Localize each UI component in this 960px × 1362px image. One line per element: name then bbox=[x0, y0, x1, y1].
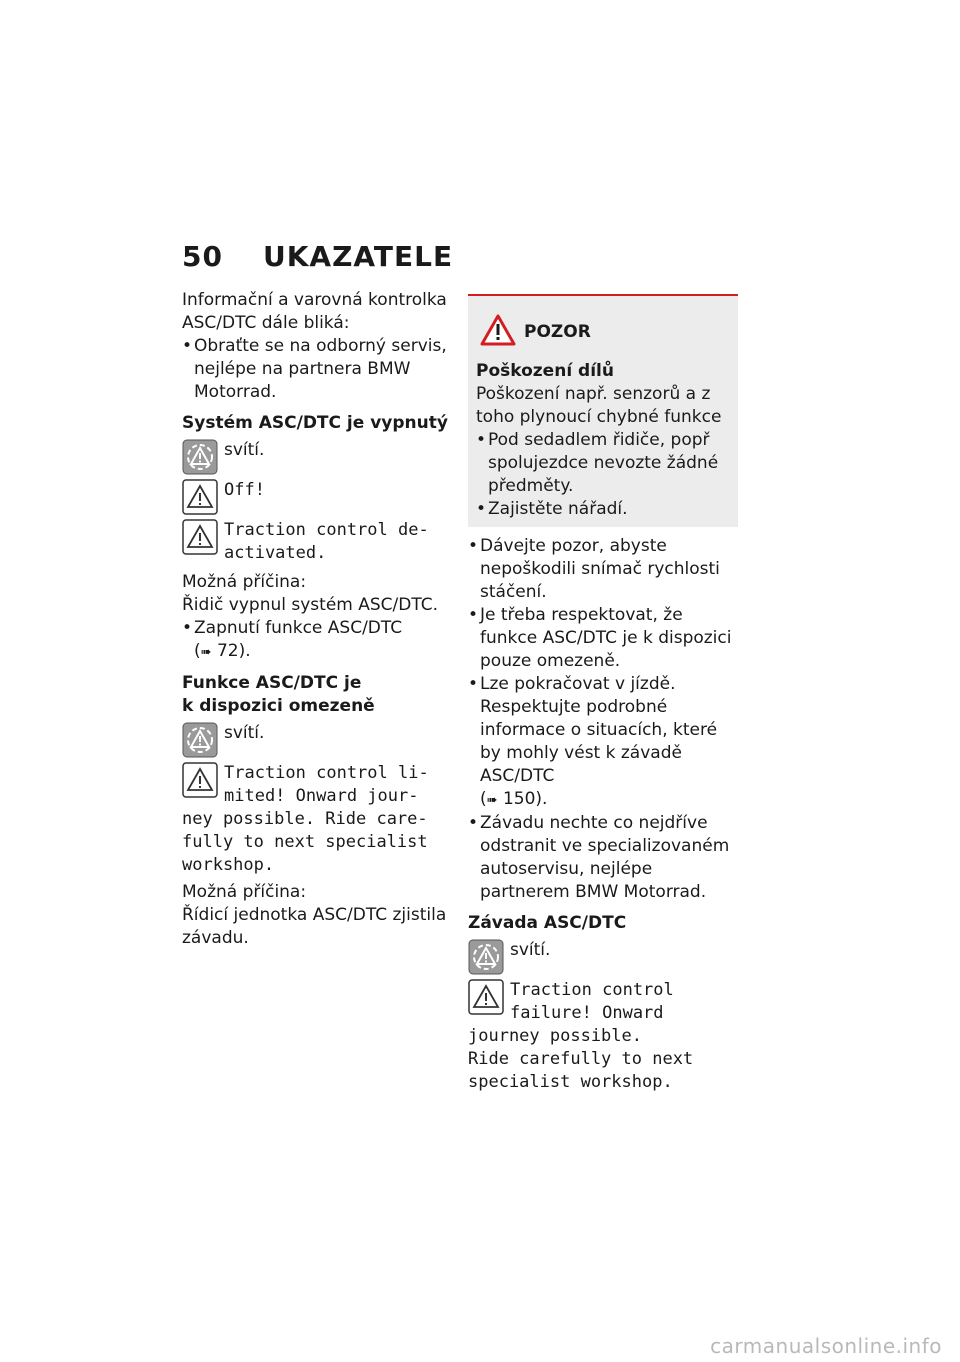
caution-label: POZOR bbox=[524, 322, 591, 342]
asc-limited-status: svítí. bbox=[224, 723, 265, 743]
cause-label: Možná příčina: bbox=[182, 572, 307, 592]
limited-page-ref[interactable]: (➠ 150). bbox=[480, 789, 548, 809]
limited-bullet-1: • Dávejte pozor, abyste nepoškodili snímač rychlosti stáčení. bbox=[468, 535, 738, 604]
asc-limited-message-e: workshop. bbox=[182, 855, 275, 875]
warning-triangle-icon bbox=[182, 479, 218, 515]
asc-off-message-row-2 bbox=[182, 519, 448, 565]
asc-off-message-row-1 bbox=[182, 479, 448, 515]
watermark: carmanualsonline.info bbox=[710, 1334, 942, 1358]
asc-indicator-icon bbox=[182, 439, 218, 475]
left-column bbox=[182, 289, 448, 950]
asc-limited-heading-2: k dispozici omezeně bbox=[182, 696, 375, 716]
asc-limited-indicator-row bbox=[182, 722, 448, 758]
caution-text: Poškození např. senzorů a z toho plynoucí chybné funkce bbox=[476, 384, 722, 427]
limited-bullet-4: • Závadu nechte co nejdříve odstranit ve specializovaném autoservisu, nejlépe partnerem BMW Motorrad. bbox=[468, 812, 738, 904]
limited-bullet-2: • Je třeba respektovat, že funkce ASC/DTC je k dispozici pouze omezeně. bbox=[468, 604, 738, 673]
cause-label: Možná příčina: bbox=[182, 882, 307, 902]
warning-triangle-icon bbox=[182, 762, 218, 798]
asc-limited-message-b: mited! Onward jour- bbox=[224, 786, 419, 806]
asc-indicator-icon bbox=[182, 722, 218, 758]
asc-limited-cause: Řídicí jednotka ASC/DTC zjistila závadu. bbox=[182, 905, 447, 948]
arrow-ref-icon: ➠ bbox=[486, 793, 498, 808]
asc-limited-message-c: ney possible. Ride care- bbox=[182, 809, 428, 829]
asc-failure-message-c: journey possible. bbox=[468, 1026, 642, 1046]
asc-failure-status: svítí. bbox=[510, 940, 551, 960]
asc-off-page-ref[interactable]: (➠ 72). bbox=[194, 641, 251, 661]
intro-text: Informační a varovná kontrolka ASC/DTC dále bliká: bbox=[182, 290, 447, 333]
page-number: 50 bbox=[182, 240, 223, 273]
asc-off-cause: Řidič vypnul systém ASC/DTC. bbox=[182, 595, 439, 615]
limited-bullet-3: • Lze pokračovat v jízdě. Respektujte podrobné informace o situacích, které by mohly vést k závadě ASC/DTC bbox=[468, 673, 738, 788]
asc-off-indicator-row bbox=[182, 439, 448, 475]
warning-triangle-icon bbox=[182, 519, 218, 555]
caution-header bbox=[480, 314, 730, 350]
asc-off-status: svítí. bbox=[224, 440, 265, 460]
asc-failure-message-row bbox=[468, 979, 738, 1025]
intro-bullet: • Obraťte se na odborný servis, nejlépe na partnera BMW Motorrad. bbox=[182, 335, 448, 404]
asc-off-bullet: • Zapnutí funkce ASC/DTC bbox=[182, 617, 448, 640]
page-title: UKAZATELE bbox=[262, 240, 454, 273]
asc-failure-message-e: specialist workshop. bbox=[468, 1072, 673, 1092]
warning-triangle-icon bbox=[468, 979, 504, 1015]
asc-limited-message-a: Traction control li- bbox=[224, 763, 429, 783]
page-header bbox=[182, 240, 453, 273]
asc-limited-message-row bbox=[182, 762, 448, 808]
caution-bullet-1: • Pod sedadlem řidiče, popř spolujezdce nevozte žádné předměty. bbox=[476, 429, 730, 498]
asc-off-heading: Systém ASC/DTC je vypnutý bbox=[182, 413, 448, 433]
caution-bullet-2: • Zajistěte nářadí. bbox=[476, 498, 730, 521]
asc-failure-indicator-row bbox=[468, 939, 738, 975]
asc-indicator-icon bbox=[468, 939, 504, 975]
arrow-ref-icon: ➠ bbox=[200, 645, 212, 660]
caution-triangle-icon bbox=[480, 314, 516, 350]
asc-failure-message-d: Ride carefully to next bbox=[468, 1049, 694, 1069]
right-column bbox=[468, 294, 738, 1094]
asc-limited-message-d: fully to next specialist bbox=[182, 832, 428, 852]
asc-off-message-2: Traction control de-activated. bbox=[224, 520, 429, 563]
asc-off-message-1: Off! bbox=[224, 480, 265, 500]
asc-failure-heading: Závada ASC/DTC bbox=[468, 913, 627, 933]
caution-box bbox=[468, 294, 738, 527]
asc-limited-heading-1: Funkce ASC/DTC je bbox=[182, 673, 362, 693]
asc-failure-message-b: failure! Onward bbox=[510, 1003, 664, 1023]
caution-heading: Poškození dílů bbox=[476, 361, 614, 381]
asc-failure-message-a: Traction control bbox=[510, 980, 674, 1000]
